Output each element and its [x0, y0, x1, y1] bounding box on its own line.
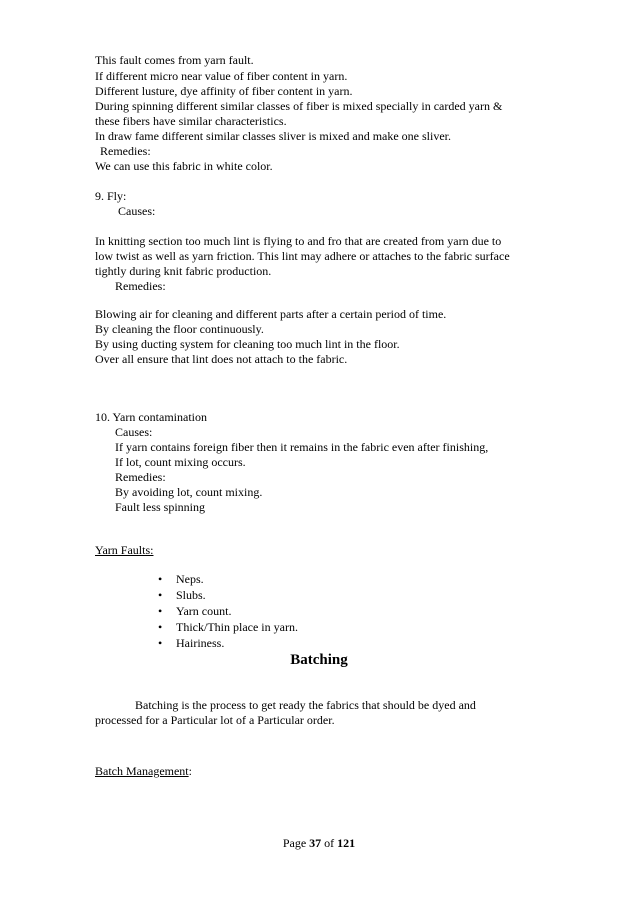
- current-page-number: 37: [309, 836, 322, 850]
- text-line: If different micro near value of fiber content in yarn.: [95, 69, 348, 83]
- text-line: Over all ensure that lint does not attach to the fabric.: [95, 352, 348, 366]
- causes-label: Causes:: [115, 425, 153, 439]
- remedies-label: Remedies:: [115, 279, 166, 293]
- text-line: We can use this fabric in white color.: [95, 159, 273, 173]
- bullet-icon: •: [158, 620, 163, 634]
- page-footer: [0, 836, 638, 851]
- bullet-icon: •: [158, 588, 163, 602]
- bullet-icon: •: [158, 604, 163, 618]
- section-title-yarn-faults: Yarn Faults:: [95, 543, 154, 557]
- bullet-icon: •: [158, 572, 163, 586]
- list-item: Neps.: [176, 572, 204, 586]
- text-line: In knitting section too much lint is flying to and fro that are created from yarn due to: [95, 234, 502, 248]
- text-line: During spinning different similar classes of fiber is mixed specially in carded yarn &: [95, 99, 503, 113]
- text-line: In draw fame different similar classes sliver is mixed and make one sliver.: [95, 129, 452, 143]
- text-line: If yarn contains foreign fiber then it remains in the fabric even after finishing,: [115, 440, 489, 454]
- text-line: Blowing air for cleaning and different parts after a certain period of time.: [95, 307, 447, 321]
- section-heading-batching: Batching: [290, 652, 348, 668]
- text-line: This fault comes from yarn fault.: [95, 53, 254, 67]
- text-line: By cleaning the floor continuously.: [95, 322, 264, 336]
- list-item: Yarn count.: [176, 604, 232, 618]
- list-item: Hairiness.: [176, 636, 225, 650]
- text-line: If lot, count mixing occurs.: [115, 455, 246, 469]
- bullet-icon: •: [158, 636, 163, 650]
- list-item: Slubs.: [176, 588, 206, 602]
- text-line: these fibers have similar characteristics.: [95, 114, 287, 128]
- causes-label: Causes:: [118, 204, 156, 218]
- text-line: By avoiding lot, count mixing.: [115, 485, 263, 499]
- text-line: processed for a Particular lot of a Particular order.: [95, 713, 335, 727]
- batch-management-colon: :: [188, 764, 192, 778]
- section-title-batch-management: [95, 764, 192, 779]
- section-title-contamination: 10. Yarn contamination: [95, 410, 207, 424]
- text-line: tightly during knit fabric production.: [95, 264, 272, 278]
- total-page-count: 121: [337, 836, 356, 850]
- section-title-fly: 9. Fly:: [95, 189, 127, 203]
- footer-prefix: Page: [282, 836, 310, 850]
- text-line: By using ducting system for cleaning too much lint in the floor.: [95, 337, 400, 351]
- footer-middle: of: [321, 836, 338, 850]
- remedies-label: Remedies:: [115, 470, 166, 484]
- text-line: Batching is the process to get ready the fabrics that should be dyed and: [135, 698, 476, 712]
- text-line: low twist as well as yarn friction. This lint may adhere or attaches to the fabric surface: [95, 249, 510, 263]
- text-line: Fault less spinning: [115, 500, 206, 514]
- text-line: Different lusture, dye affinity of fiber content in yarn.: [95, 84, 353, 98]
- list-item: Thick/Thin place in yarn.: [176, 620, 298, 634]
- remedies-label: Remedies:: [100, 144, 151, 158]
- batch-management-label: Batch Management: [95, 764, 189, 778]
